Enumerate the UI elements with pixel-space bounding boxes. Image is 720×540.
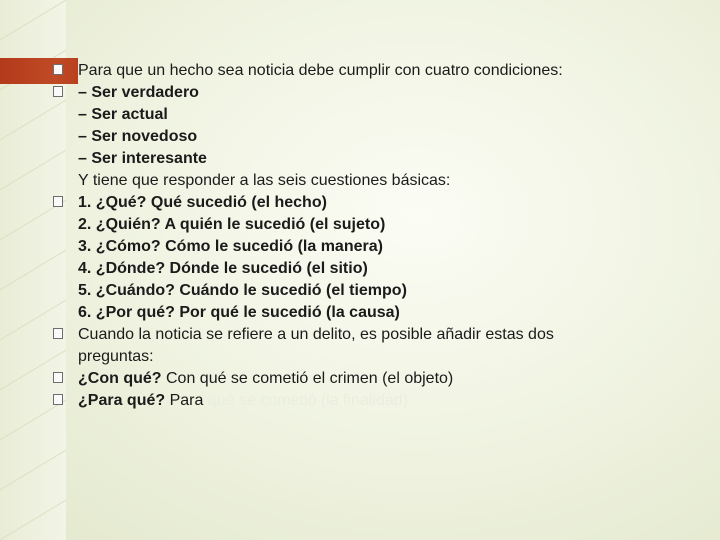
condition-interesante: – Ser interesante	[78, 150, 207, 167]
delito-text-1: Cuando la noticia se refiere a un delito, es posible añadir estas dos	[78, 326, 554, 343]
question-que: 1. ¿Qué? Qué sucedió (el hecho)	[78, 194, 327, 211]
bullet-icon	[53, 372, 63, 383]
accent-bar	[0, 58, 78, 84]
delito-line	[78, 324, 678, 346]
intro-line	[78, 60, 678, 82]
para-que-line	[78, 390, 678, 412]
con-que-line	[78, 368, 678, 390]
question-line	[78, 280, 678, 302]
para-que-label: ¿Para qué?	[78, 392, 166, 409]
question-line	[78, 302, 678, 324]
question-line	[78, 258, 678, 280]
para-que-text: Para	[165, 392, 204, 409]
para-que-faded-text: qué se cometió (la finalidad)	[203, 392, 408, 409]
bullet-icon	[53, 196, 63, 207]
cuestiones-intro-line	[78, 170, 678, 192]
bullet-icon	[53, 394, 63, 405]
question-quien: 2. ¿Quién? A quién le sucedió (el sujeto)	[78, 216, 386, 233]
condition-line	[78, 126, 678, 148]
condition-line	[78, 82, 678, 104]
condition-line	[78, 104, 678, 126]
condition-novedoso: – Ser novedoso	[78, 128, 198, 145]
delito-line	[78, 346, 678, 368]
intro-text: Para que un hecho sea noticia debe cumplir con cuatro condiciones:	[78, 62, 563, 79]
condition-line	[78, 148, 678, 170]
question-donde: 4. ¿Dónde? Dónde le sucedió (el sitio)	[78, 260, 368, 277]
question-line	[78, 192, 678, 214]
question-cuando: 5. ¿Cuándo? Cuándo le sucedió (el tiempo)	[78, 282, 407, 299]
bullet-icon	[53, 86, 63, 97]
condition-actual: – Ser actual	[78, 106, 168, 123]
delito-text-2: preguntas:	[78, 348, 154, 365]
con-que-label: ¿Con qué?	[78, 370, 162, 387]
bullet-icon	[53, 328, 63, 339]
question-por-que: 6. ¿Por qué? Por qué le sucedió (la causa)	[78, 304, 400, 321]
question-line	[78, 236, 678, 258]
bullet-icon	[53, 64, 63, 75]
con-que-text: Con qué se cometió el crimen (el objeto)	[161, 370, 454, 387]
question-como: 3. ¿Cómo? Cómo le sucedió (la manera)	[78, 238, 383, 255]
cuestiones-intro-text: Y tiene que responder a las seis cuestiones básicas:	[78, 172, 451, 189]
slide-content	[78, 60, 678, 412]
question-line	[78, 214, 678, 236]
condition-verdadero: – Ser verdadero	[78, 84, 199, 101]
